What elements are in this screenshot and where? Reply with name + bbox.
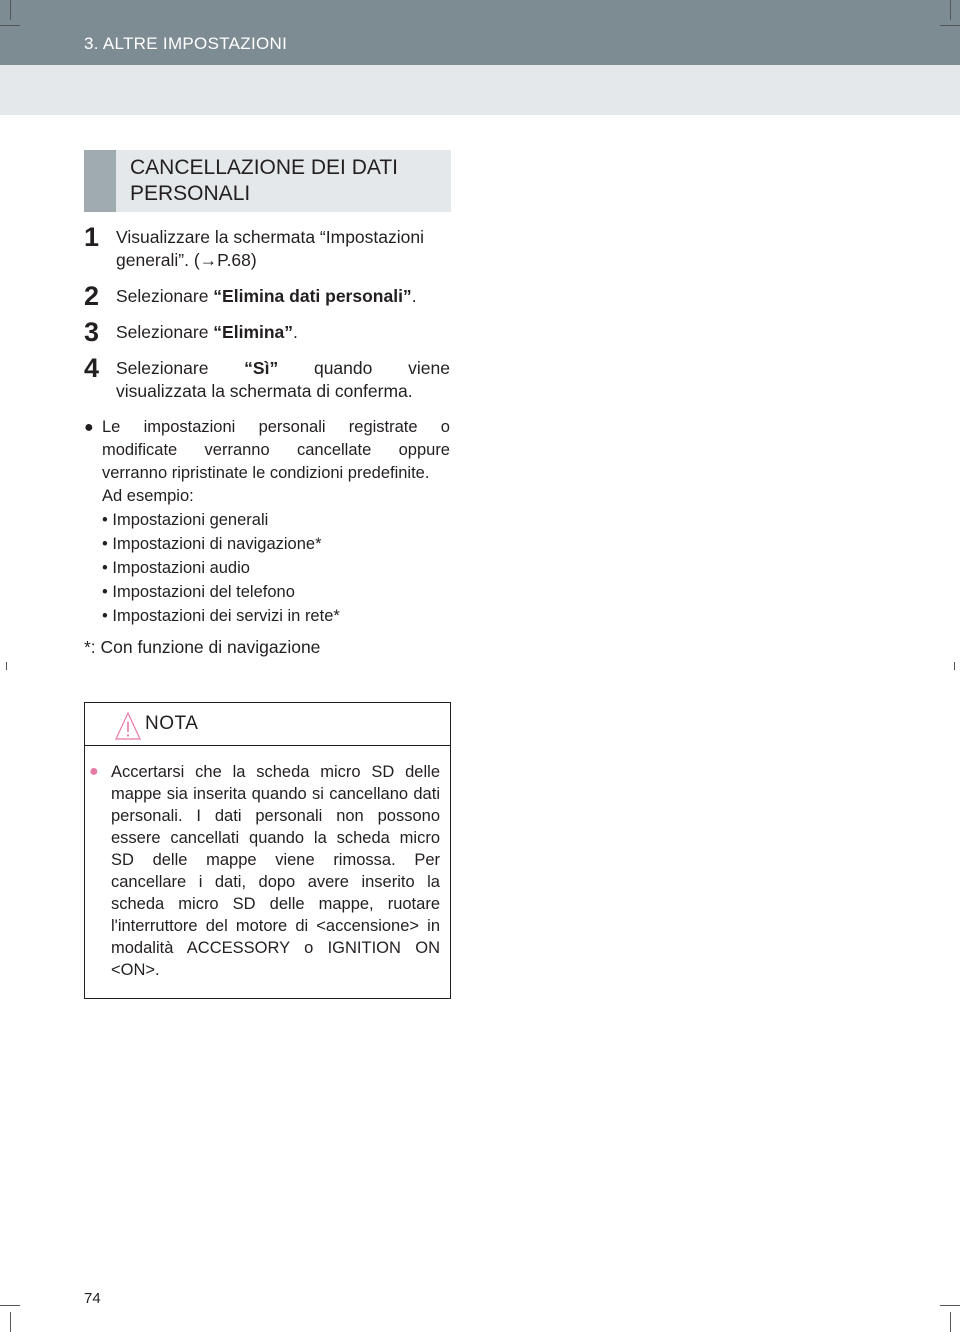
step-line bbox=[116, 357, 450, 380]
bullet-text: Le impostazioni personali registrate o modificate verranno cancellate oppure verranno ripristinate le condizioni predefinite. bbox=[102, 418, 450, 482]
step-number: 2 bbox=[84, 281, 100, 311]
chapter-title: 3. ALTRE IMPOSTAZIONI bbox=[84, 34, 288, 53]
step-text: Visualizzare la schermata “Impostazioni generali”. ( bbox=[116, 227, 425, 270]
list-item: • Impostazioni di navigazione* bbox=[102, 535, 322, 553]
step-text-end: . bbox=[411, 286, 417, 306]
step-number: 4 bbox=[84, 353, 100, 383]
crop-mark bbox=[0, 25, 20, 26]
warning-icon bbox=[115, 711, 141, 741]
step-line: visualizzata la schermata di conferma. bbox=[116, 381, 413, 401]
arrow-icon: → bbox=[199, 250, 218, 270]
step-word: quando bbox=[313, 358, 373, 378]
header-subband bbox=[0, 65, 960, 115]
step-number: 3 bbox=[84, 317, 100, 347]
menu-option: “Sì” bbox=[244, 358, 279, 378]
crop-mark bbox=[950, 0, 951, 20]
crop-mark bbox=[10, 1312, 11, 1332]
crop-mark bbox=[6, 662, 7, 670]
procedure bbox=[84, 222, 450, 659]
step-1 bbox=[84, 222, 450, 272]
nota-divider bbox=[85, 745, 450, 746]
step-4 bbox=[84, 353, 450, 403]
example-intro: Ad esempio: bbox=[102, 487, 194, 505]
list-item: • Impostazioni audio bbox=[102, 559, 250, 577]
crop-mark bbox=[940, 1305, 960, 1306]
step-number: 1 bbox=[84, 222, 100, 252]
page-number: 74 bbox=[84, 1290, 101, 1307]
step-text: Selezionare bbox=[116, 322, 214, 342]
section-title: CANCELLAZIONE DEI DATI PERSONALI bbox=[130, 156, 398, 205]
section-heading bbox=[84, 150, 451, 212]
menu-option: “Elimina” bbox=[213, 322, 294, 342]
step-word: Selezionare bbox=[116, 358, 209, 378]
crop-mark bbox=[940, 25, 960, 26]
footnote: *: Con funzione di navigazione bbox=[84, 637, 321, 657]
step-word: viene bbox=[408, 358, 450, 378]
menu-option: “Elimina dati personali” bbox=[213, 286, 412, 306]
list-item: • Impostazioni dei servizi in rete* bbox=[102, 607, 340, 625]
nota-label: NOTA bbox=[145, 713, 199, 734]
crop-mark bbox=[0, 1305, 20, 1306]
list-item: • Impostazioni del telefono bbox=[102, 583, 295, 601]
nota-box bbox=[84, 702, 451, 999]
nota-text: Accertarsi che la scheda micro SD delle mappe sia inserita quando si cancellano dati personali. I dati personali non possono essere cancellati quando la scheda micro SD delle mappe viene rimossa. Per cancellare i dati, dopo avere inserito la scheda micro SD delle mappe, ruotare l'interruttore del motore di <accensione> in modalità ACCESSORY o IGNITION ON <ON>. bbox=[111, 763, 440, 979]
bullet-icon: ● bbox=[89, 763, 99, 780]
crop-mark bbox=[954, 662, 955, 670]
step-3 bbox=[84, 317, 450, 347]
info-bullet bbox=[84, 416, 450, 628]
nota-body bbox=[89, 761, 440, 981]
step-text-end: . bbox=[293, 322, 298, 342]
header-band bbox=[0, 0, 960, 65]
step-2 bbox=[84, 281, 450, 311]
crop-mark bbox=[950, 1312, 951, 1332]
list-item: • Impostazioni generali bbox=[102, 511, 269, 529]
bullet-icon: ● bbox=[84, 419, 94, 436]
step-text: Selezionare bbox=[116, 286, 214, 306]
section-heading-bar bbox=[84, 150, 116, 212]
page-reference: P.68) bbox=[217, 250, 257, 270]
crop-mark bbox=[10, 0, 11, 20]
